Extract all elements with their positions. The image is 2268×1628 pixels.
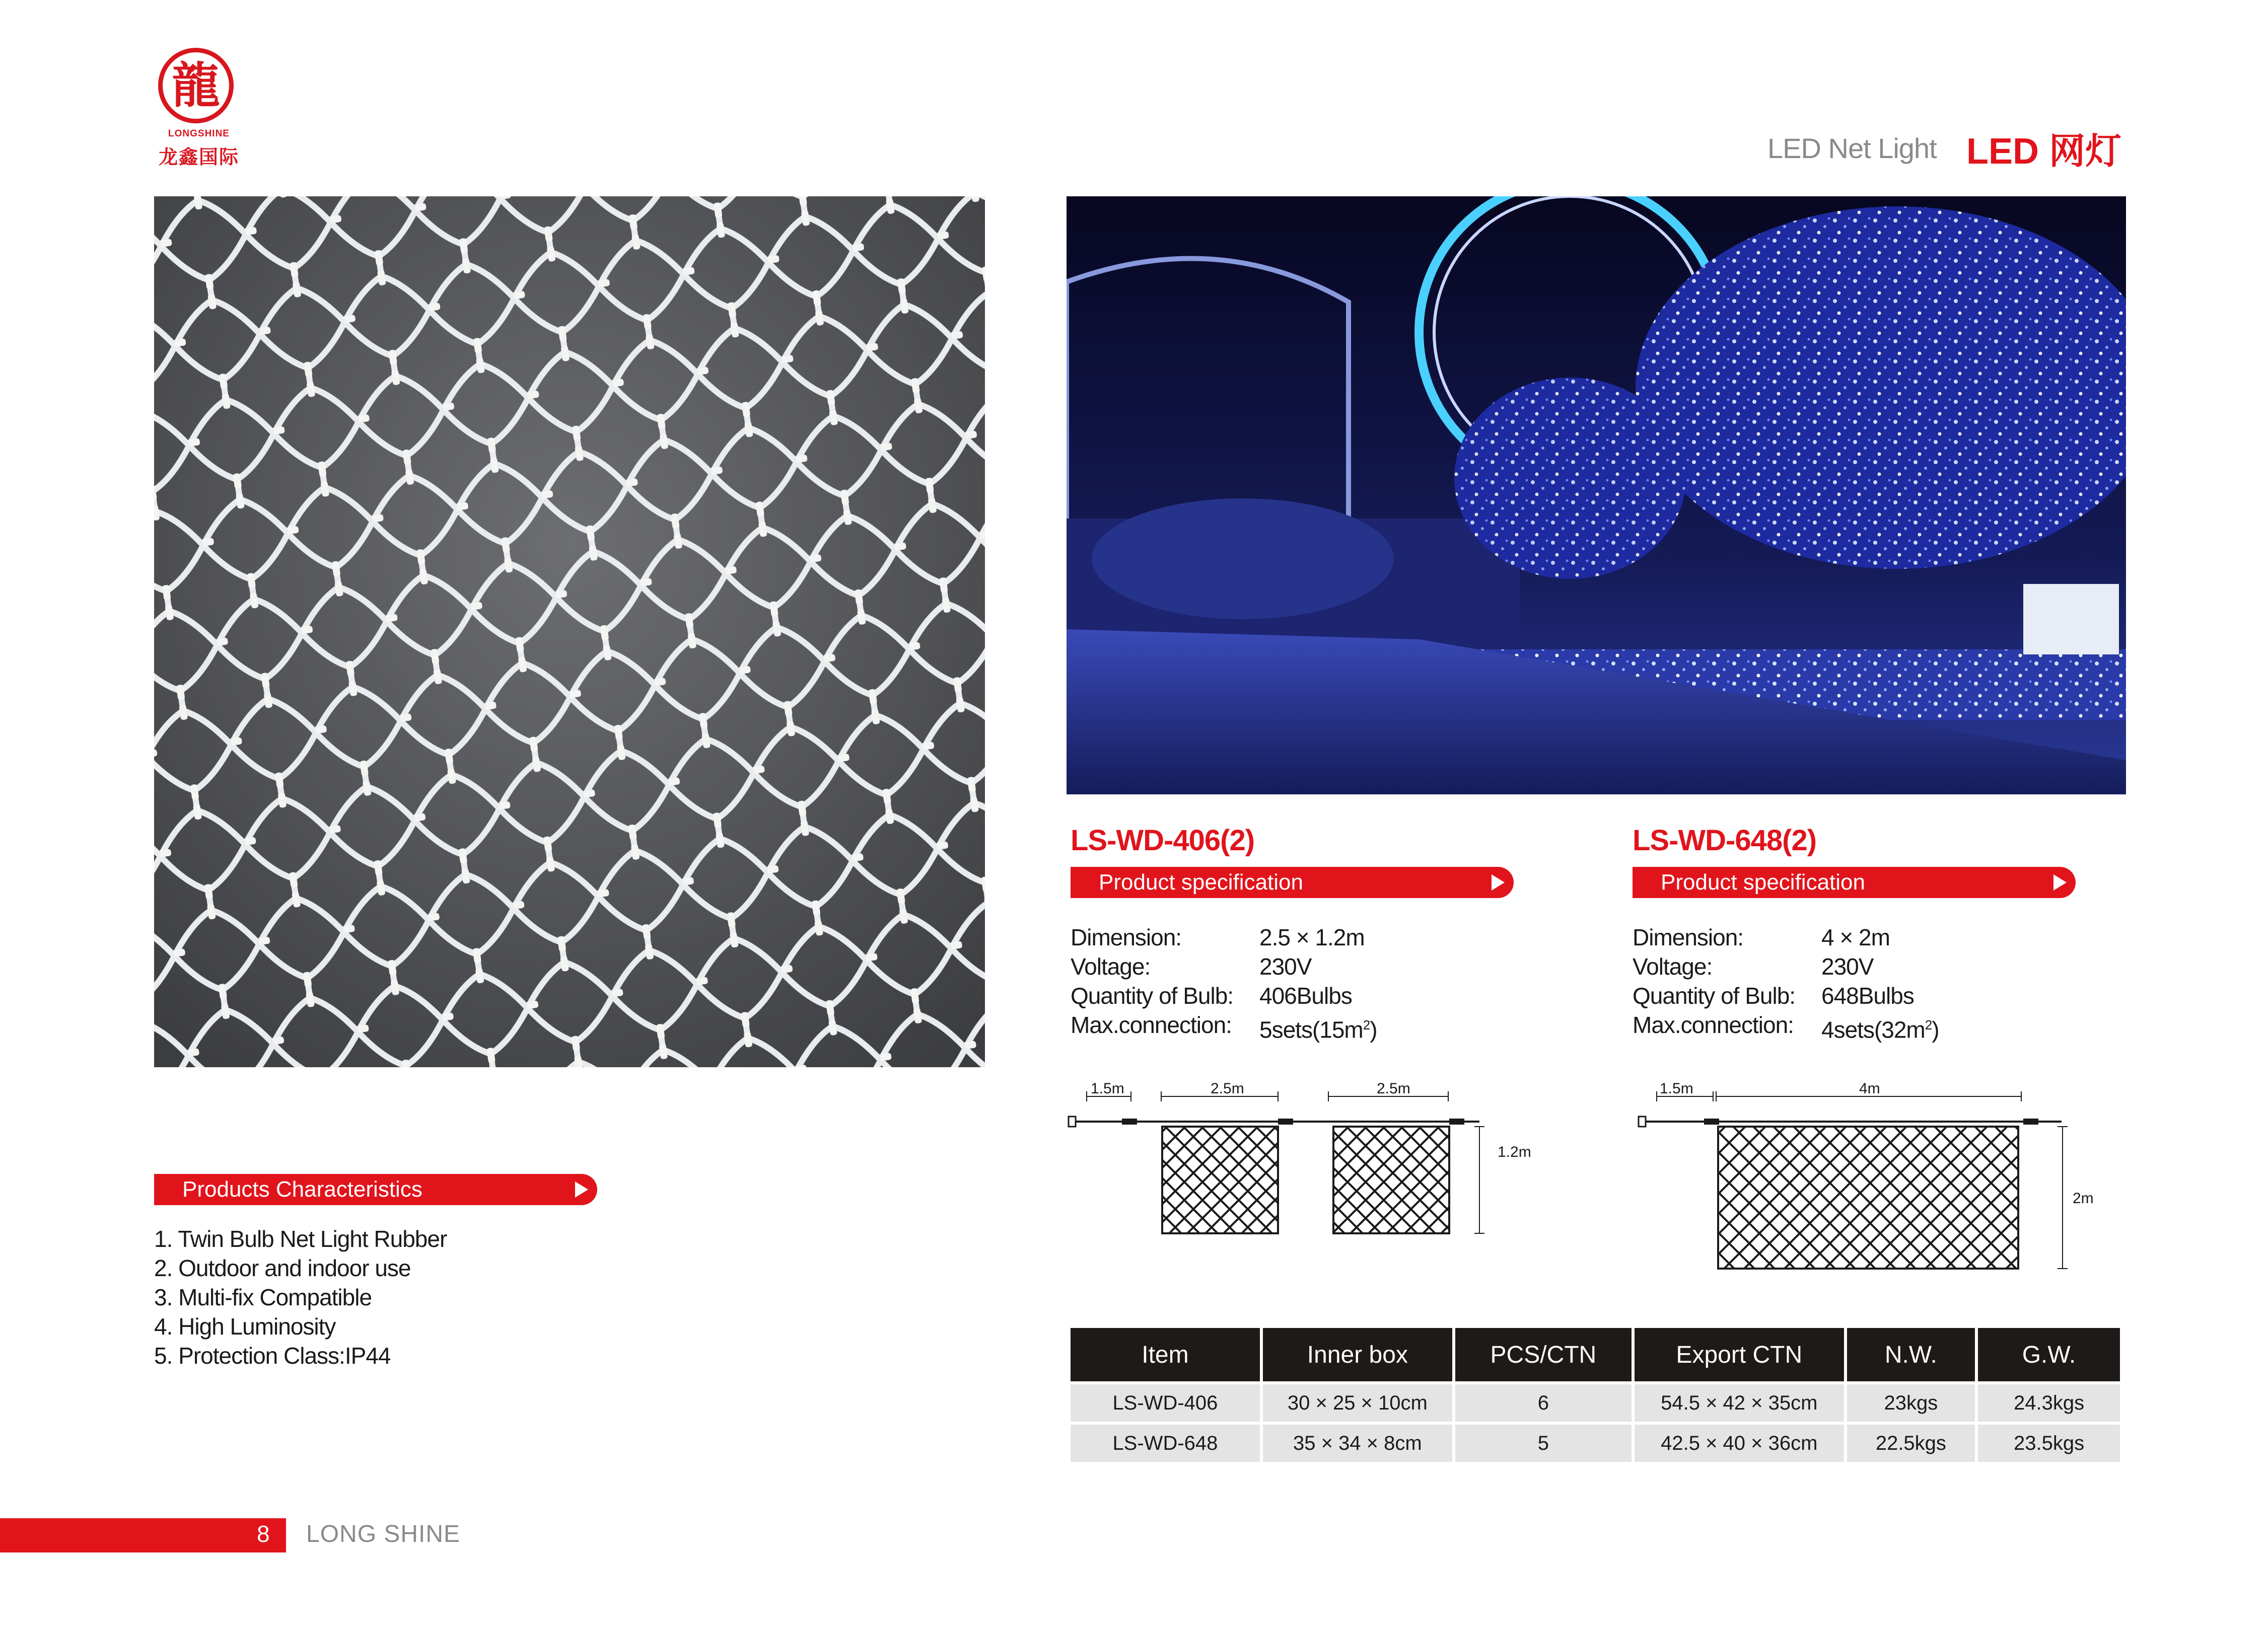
table-cell: 35 × 34 × 8cm xyxy=(1263,1425,1452,1462)
spec-heading-bar-1 xyxy=(1071,867,1514,898)
dim-height-2: 2m xyxy=(2073,1190,2094,1207)
footer-red-bar xyxy=(0,1518,286,1552)
play-arrow-icon xyxy=(2053,874,2067,891)
dim-height-1: 1.2m xyxy=(1498,1144,1531,1160)
play-arrow-icon xyxy=(1492,874,1505,891)
table-cell: 30 × 25 × 10cm xyxy=(1263,1384,1452,1422)
wiring-diagram-2-graphic xyxy=(1628,1082,2102,1274)
characteristics-heading-bar xyxy=(154,1174,597,1205)
spec-heading-label-2: Product specification xyxy=(1661,870,1865,895)
table-cell: 6 xyxy=(1455,1384,1632,1422)
column-header-pcs-ctn: PCS/CTN xyxy=(1455,1328,1632,1381)
product-model-title-1: LS-WD-406(2) xyxy=(1071,824,1255,857)
product-model-title-2: LS-WD-648(2) xyxy=(1633,824,1817,857)
net-pattern-graphic xyxy=(154,196,985,1067)
list-item: 5. Protection Class:IP44 xyxy=(154,1343,391,1369)
characteristics-list xyxy=(154,1224,447,1370)
column-header-export-ctn: Export CTN xyxy=(1635,1328,1844,1381)
column-header-gw: G.W. xyxy=(1978,1328,2120,1381)
table-header-row xyxy=(1071,1328,2120,1381)
column-header-item: Item xyxy=(1071,1328,1260,1381)
characteristics-heading: Products Characteristics xyxy=(182,1177,422,1202)
plug-icon xyxy=(1639,1117,1646,1127)
table-row xyxy=(1071,1384,2120,1422)
list-item: 4. High Luminosity xyxy=(154,1313,336,1340)
table-cell: 24.3kgs xyxy=(1978,1384,2120,1422)
wiring-diagram-1-graphic xyxy=(1067,1082,1540,1243)
table-cell: 5 xyxy=(1455,1425,1632,1462)
table-cell: LS-WD-406 xyxy=(1071,1384,1260,1422)
table-cell: 42.5 × 40 × 36cm xyxy=(1635,1425,1844,1462)
dim-width-b-1: 2.5m xyxy=(1377,1082,1410,1097)
list-item: 3. Multi-fix Compatible xyxy=(154,1284,372,1310)
column-header-inner-box: Inner box xyxy=(1263,1328,1452,1381)
page-title-en: LED Net Light xyxy=(1767,132,1937,164)
night-scene-installation-photo xyxy=(1067,196,2126,794)
logo-text-cn: 龙鑫国际 xyxy=(158,147,239,168)
night-scene-graphic xyxy=(1067,196,2126,794)
table-cell: 54.5 × 42 × 35cm xyxy=(1635,1384,1844,1422)
table-row xyxy=(1071,1425,2120,1462)
brand-logo xyxy=(151,48,252,169)
table-cell: LS-WD-648 xyxy=(1071,1425,1260,1462)
spec-heading-bar-2 xyxy=(1633,867,2076,898)
page-number: 8 xyxy=(257,1521,270,1547)
table-cell: 23kgs xyxy=(1847,1384,1975,1422)
packing-spec-table xyxy=(1068,1325,2123,1465)
wiring-diagram-2 xyxy=(1628,1082,2102,1276)
dim-width-2: 4m xyxy=(1859,1082,1880,1097)
page-title-cn: LED 网灯 xyxy=(1966,131,2122,172)
play-arrow-icon xyxy=(575,1181,588,1198)
table-cell: 23.5kgs xyxy=(1978,1425,2120,1462)
dim-width-a-1: 2.5m xyxy=(1211,1082,1244,1097)
wiring-diagram-1 xyxy=(1067,1082,1540,1246)
list-item: 1. Twin Bulb Net Light Rubber xyxy=(154,1226,447,1252)
dim-lead-1: 1.5m xyxy=(1091,1082,1124,1097)
net-light-closeup-photo xyxy=(154,196,985,1067)
plug-icon xyxy=(1069,1117,1076,1127)
table-cell: 22.5kgs xyxy=(1847,1425,1975,1462)
dim-lead-2: 1.5m xyxy=(1660,1082,1693,1097)
logo-text-en: LONGSHINE xyxy=(168,128,230,139)
spec-heading-label-1: Product specification xyxy=(1099,870,1303,895)
list-item: 2. Outdoor and indoor use xyxy=(154,1255,411,1281)
column-header-nw: N.W. xyxy=(1847,1328,1975,1381)
footer-brand: LONG SHINE xyxy=(306,1521,461,1547)
logo-seal: 龍 xyxy=(158,48,234,123)
